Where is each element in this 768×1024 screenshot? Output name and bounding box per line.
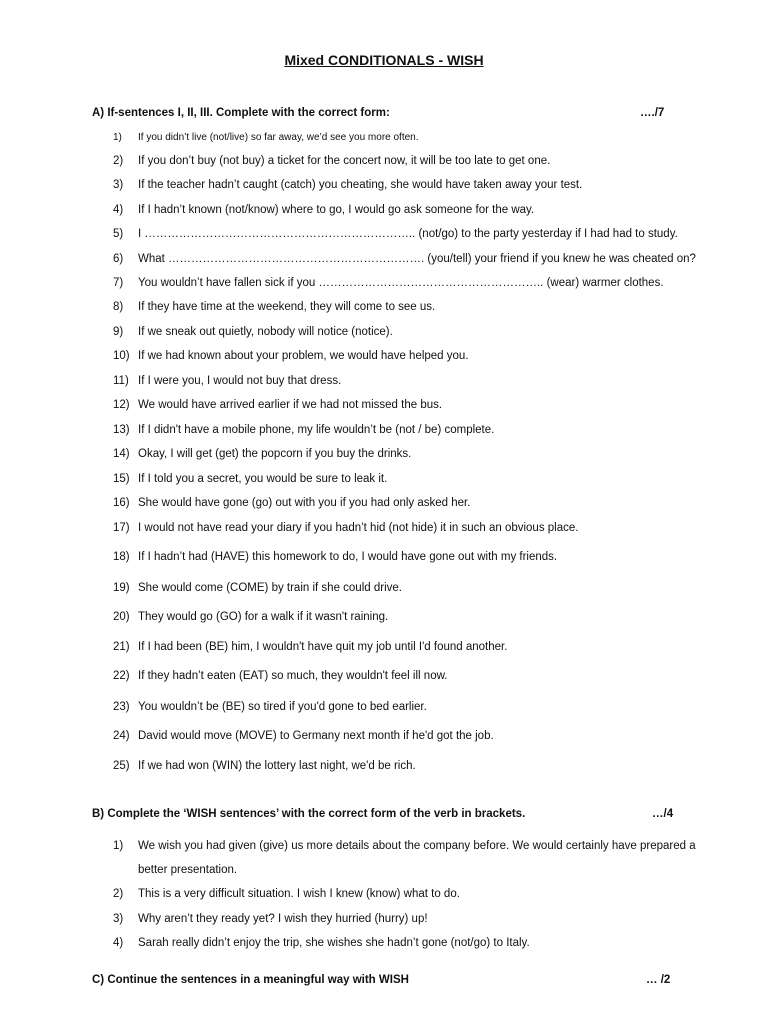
section-c-score: … /2 [646,974,671,986]
item-text: If we sneak out quietly, nobody will notice (notice). [138,326,393,338]
item-text: Why aren’t they ready yet? I wish they hurried (hurry) up! [138,913,428,925]
item-text: If I had been (BE) him, I wouldn't have quit my job until I'd found another. [138,641,508,653]
list-item [113,518,713,538]
item-number: 1) [113,132,122,143]
list-item [113,697,713,717]
item-text: We would have arrived earlier if we had not missed the bus. [138,399,443,411]
item-text: You wouldn’t be (BE) so tired if you'd gone to bed earlier. [138,701,427,713]
item-number: 12) [113,399,130,411]
section-b-heading [92,808,692,820]
item-text: They would go (GO) for a walk if it wasn't raining. [138,611,389,623]
item-number: 23) [113,701,130,713]
item-number: 15) [113,473,130,485]
item-number: 5) [113,228,124,240]
item-number: 8) [113,301,124,313]
item-text: If they hadn’t eaten (EAT) so much, they wouldn't feel ill now. [138,670,448,682]
list-item [113,933,713,953]
item-text: Sarah really didn’t enjoy the trip, she wishes she hadn’t gone (not/go) to Italy. [138,937,530,949]
list-item [113,273,713,293]
section-c-heading-text: C) Continue the sentences in a meaningful way with WISH [92,974,409,986]
section-c-heading [92,974,692,986]
list-item [113,249,713,269]
item-number: 10) [113,350,130,362]
list-item [113,909,713,929]
list-item [113,175,713,195]
item-number: 13) [113,424,130,436]
item-number: 3) [113,179,124,191]
item-number: 25) [113,760,130,772]
list-item [113,420,713,440]
list-item [113,607,713,627]
item-number: 18) [113,551,130,563]
item-text: You wouldn’t have fallen sick if you ………………………………………………….. (wear) warmer clothes. [138,277,664,289]
list-item [113,128,713,148]
list-item [113,371,713,391]
item-text: If I were you, I would not buy that dress. [138,375,342,387]
item-text: If you don’t buy (not buy) a ticket for the concert now, it will be too late to get one. [138,155,551,167]
list-item [113,444,713,464]
item-number: 3) [113,913,124,925]
item-number: 9) [113,326,124,338]
page-title: Mixed CONDITIONALS - WISH [284,52,484,68]
section-b-heading-text: B) Complete the ‘WISH sentences’ with the correct form of the verb in brackets. [92,808,526,820]
list-item [113,756,713,776]
item-text: If I didn't have a mobile phone, my life wouldn’t be (not / be) complete. [138,424,495,436]
item-text: If I hadn’t had (HAVE) this homework to do, I would have gone out with my friends. [138,551,558,563]
item-text: I would not have read your diary if you hadn’t hid (not hide) it in such an obvious place. [138,522,579,534]
list-item [113,346,713,366]
item-number: 1) [113,840,124,852]
section-a-heading [92,107,692,119]
item-text: If you didn’t live (not/live) so far away, we’d see you more often. [138,132,419,143]
item-number: 20) [113,611,130,623]
item-number: 2) [113,888,124,900]
item-number: 11) [113,375,129,387]
list-item [113,493,713,513]
item-text: If I told you a secret, you would be sure to leak it. [138,473,388,485]
item-text: David would move (MOVE) to Germany next month if he'd got the job. [138,730,494,742]
item-text: If we had won (WIN) the lottery last night, we'd be rich. [138,760,416,772]
list-item [113,224,713,244]
item-text: Okay, I will get (get) the popcorn if you buy the drinks. [138,448,412,460]
item-number: 17) [113,522,130,534]
item-text: We wish you had given (give) us more details about the company before. We would certainly have prepared a better presentation. [138,840,696,876]
list-item [113,469,713,489]
list-item [113,322,713,342]
list-item [113,726,713,746]
item-text: If they have time at the weekend, they will come to see us. [138,301,436,313]
list-item [113,884,713,904]
item-text: If I hadn’t known (not/know) where to go, I would go ask someone for the way. [138,204,535,216]
item-text: What …………………………………………………………. (you/tell) your friend if you knew he was cheated on? [138,253,696,265]
item-number: 19) [113,582,130,594]
item-text: She would have gone (go) out with you if you had only asked her. [138,497,471,509]
list-item [113,834,708,882]
list-item [113,151,713,171]
list-item [113,395,713,415]
list-item [113,666,713,686]
list-item [113,637,713,657]
item-number: 21) [113,641,130,653]
item-number: 2) [113,155,124,167]
item-number: 7) [113,277,124,289]
item-number: 4) [113,937,124,949]
section-a-score: …./7 [640,107,665,119]
section-b-score: …/4 [652,808,674,820]
item-text: I …………………………………………………………….. (not/go) to the party yesterday if I had had to study. [138,228,678,240]
list-item [113,547,713,567]
section-a-heading-text: A) If-sentences I, II, III. Complete with the correct form: [92,107,390,119]
item-number: 16) [113,497,130,509]
item-number: 22) [113,670,130,682]
item-number: 14) [113,448,130,460]
list-item [113,200,713,220]
item-number: 4) [113,204,124,216]
item-text: If we had known about your problem, we would have helped you. [138,350,469,362]
item-text: This is a very difficult situation. I wish I knew (know) what to do. [138,888,460,900]
list-item [113,297,713,317]
item-text: If the teacher hadn’t caught (catch) you cheating, she would have taken away your test. [138,179,583,191]
item-number: 24) [113,730,130,742]
item-number: 6) [113,253,124,265]
item-text: She would come (COME) by train if she could drive. [138,582,402,594]
list-item [113,578,713,598]
